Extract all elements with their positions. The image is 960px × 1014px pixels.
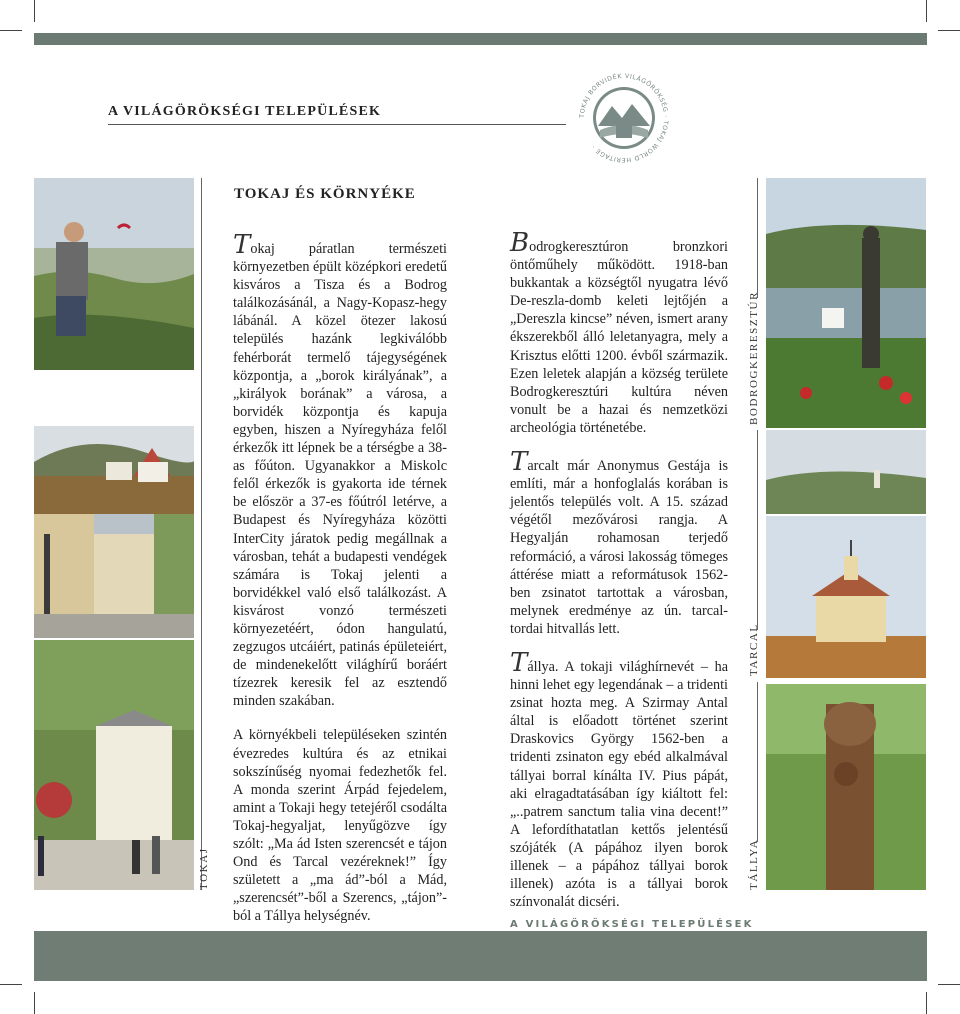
crop-mark — [926, 0, 927, 22]
footer-label: A VILÁGÖRÖKSÉGI TELEPÜLÉSEK — [510, 919, 754, 930]
crop-mark — [938, 984, 960, 985]
left-column — [233, 230, 447, 941]
crop-mark — [34, 992, 35, 1014]
paragraph-text: A környékbeli településeken szintén évezredes kultúra és az etnikai sokszínűség nyomai fedezhetők fel. A monda szerint Árpád fejedelem, amint a Tokaji hegy tetejéről csodálta Tokaj-hegyaljat, lenyűgözve így szólt: „Ma ád Isten szerencsét e tájon Ond és Tarcal vezéreknek!” Így született a „ma ád”-ból a Mád, „szerencsét”-ből a Szerencs, „tájon”-ból a Tállya helységnév. — [233, 727, 447, 925]
dropcap: T — [510, 447, 528, 478]
paragraph — [233, 726, 447, 925]
side-label-tallya: TÁLLYA — [748, 838, 760, 890]
photo-tokaj-square — [34, 640, 194, 890]
top-band — [34, 33, 927, 45]
paragraph — [510, 647, 728, 911]
right-side-rule — [757, 430, 758, 630]
paragraph-text: okaj páratlan természeti környezetben épült középkori eredetű kisváros a Tisza és a Bodrog találkozásánál, a Nagy-Kopasz-hegy lábánál. A közel ötezer lakosú település hazánk legkiválóbb fehérborát termelő tájegységének központja, a „borok királyának”, a „királyok borának” a városa, a borvidék központja és kapuja egyben, hiszen a Nyíregyháza felől érkezők itt lépnek be a térségbe a 38-as főúton. Ugyanakkor a Miskolc felől érkezők is gyakorta ide térnek be először a 37-es főútról letérve, a Budapest és Nyíregyháza közötti InterCity járatok pedig megállnak a városban, tehát a budapesti vendégek számára is Tokaj jelenti a borvidékkel való első találkozást. A kisvárost vonzó természeti környezetéért, ódon hangulatú, zegzugos utcáiért, patinás épületeiért, de mindenekelőtt világhírű boráért tízezrek keresik fel az esztendő minden szakában. — [233, 241, 447, 710]
photo-vineyard-house — [34, 426, 194, 514]
crop-mark — [34, 0, 35, 22]
section-header: A VILÁGÖRÖKSÉGI TELEPÜLÉSEK — [108, 104, 382, 119]
crop-mark — [926, 992, 927, 1014]
side-label-tarcal: TARCAL — [748, 623, 760, 676]
world-heritage-logo — [574, 68, 674, 168]
paragraph-text: odrogkeresztúron bronzkori öntőműhely működött. 1918-ban bukkantak a községtől nyugatra lévő De-reszla-domb keleti lejtőjén a „Dereszla kincse” néven, ismert arany ékszerekből álló leletanyagra, mely a Krisztus előtti 1200. évből származik. Ezen leletek alapján a község területe Bodrogkeresztúri kultúra néven vonult be a hazai és nemzetközi archeológia történetébe. — [510, 239, 728, 436]
bottom-band — [34, 931, 927, 981]
photo-tokaj-street — [34, 514, 194, 638]
paragraph — [510, 447, 728, 638]
side-label-bodrogkeresztur: BODROGKERESZTÚR — [748, 290, 760, 425]
article-title: TOKAJ ÉS KÖRNYÉKE — [234, 186, 416, 202]
right-column — [510, 228, 728, 927]
dropcap: B — [510, 228, 530, 258]
photo-wooden-statue — [766, 684, 926, 890]
crop-mark — [938, 30, 960, 31]
logo-text: TOKAJ BORVIDÉK VILÁGÖRÖKSÉG · TOKAJ WORLD HERITAGE · — [578, 72, 670, 164]
left-side-rule — [201, 178, 202, 890]
paragraph-text: arcalt már Anonymus Gestája is említi, már a honfoglalás korában is jelentős település volt. A 15. század végétől mezővárosi rangja. A Hegyalján rohamosan terjedő reformáció, a városi lakosság tömeges áttérése miatt a reformátusok 1562-ben zsinatot tartottak a városban, melynek eredménye az ún. tarcal-tordai hitvallás lett. — [510, 458, 728, 637]
crop-mark — [0, 30, 22, 31]
crop-mark — [0, 984, 22, 985]
dropcap: T — [510, 647, 528, 678]
right-side-rule — [757, 682, 758, 842]
header-rule — [108, 124, 566, 125]
dropcap: T — [233, 230, 251, 260]
right-side-rule — [757, 178, 758, 298]
photo-tarcal-landscape — [766, 430, 926, 514]
photo-statue-lake — [766, 178, 926, 428]
paragraph — [233, 230, 447, 710]
side-label-tokaj: TOKAJ — [198, 847, 210, 890]
paragraph-text: állya. A tokaji világhírnevét – ha hinni lehet egy legendának – a tridenti zsinat hozta meg. A Szirmay Antal által is előadott történet szerint Draskovics György 1562-ben a tridenti zsinaton egy ebéd alkalmával tállyai borral kínálta IV. Pius pápát, aki elragadtatásában így kiáltott fel: „..patrem sanctum talia vina decent!” A lefordíthatatlan kettős jelentésű szójáték (A pápához ilyen borok illenek – a pápához tállyai borok illenek) azóta is a tállyai borok színvonalát dicséri. — [510, 658, 728, 911]
paragraph — [510, 228, 728, 437]
photo-paragliding-viewpoint — [34, 178, 194, 370]
photo-chapel — [766, 516, 926, 678]
